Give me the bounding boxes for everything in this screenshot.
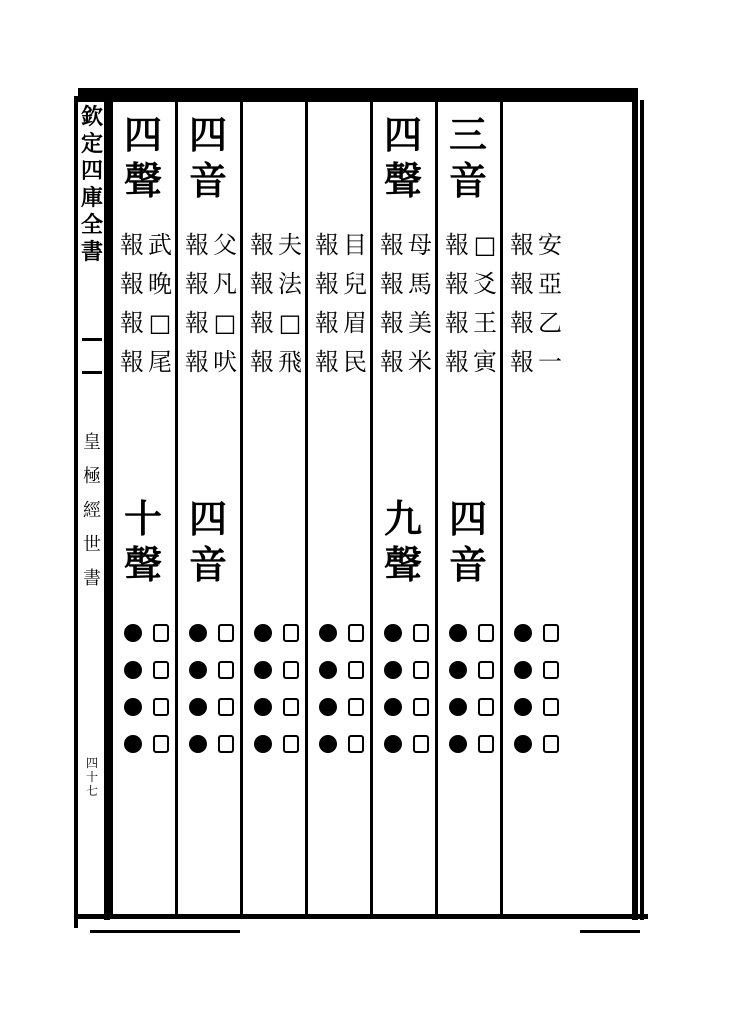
character-cell: 目 — [343, 231, 367, 259]
tone-mark — [213, 614, 239, 651]
empty-square-icon — [283, 698, 299, 716]
character-list — [276, 226, 304, 382]
annotation-list — [248, 226, 276, 382]
annotation-cell: 報 — [315, 270, 339, 298]
character-cell: □ — [473, 231, 497, 259]
table-column — [502, 102, 564, 912]
character-cell: 亞 — [538, 270, 562, 298]
fish-tail-mark — [82, 338, 102, 374]
tone-mark — [278, 725, 304, 762]
tone-mark — [343, 725, 369, 762]
tone-mark — [120, 651, 146, 688]
character-list — [211, 226, 239, 382]
tone-mark-list — [343, 614, 369, 762]
tone-mark-list — [250, 614, 276, 762]
filled-circle-icon — [124, 624, 142, 642]
empty-square-icon — [543, 661, 559, 679]
tone-mark — [473, 688, 499, 725]
tone-mark — [380, 651, 406, 688]
empty-square-icon — [348, 698, 364, 716]
annotation-cell: 報 — [120, 231, 144, 259]
annotation-cell: 報 — [445, 270, 469, 298]
tone-mark-list — [278, 614, 304, 762]
tone-mark — [315, 651, 341, 688]
empty-square-icon — [218, 661, 234, 679]
tone-mark — [148, 651, 174, 688]
empty-square-icon — [153, 661, 169, 679]
character-list — [471, 226, 499, 382]
tone-mark-list — [473, 614, 499, 762]
tone-mark — [473, 651, 499, 688]
filled-circle-icon — [384, 698, 402, 716]
character-cell: 母 — [408, 231, 432, 259]
character-cell: 晚 — [148, 270, 172, 298]
tone-mark — [278, 651, 304, 688]
tone-mark — [148, 725, 174, 762]
empty-square-icon — [153, 624, 169, 642]
tone-mark — [408, 725, 434, 762]
annotation-cell: 報 — [185, 231, 209, 259]
tone-mark — [510, 688, 536, 725]
table-column — [372, 102, 434, 912]
empty-square-icon — [348, 624, 364, 642]
filled-circle-icon — [319, 698, 337, 716]
filled-circle-icon — [254, 735, 272, 753]
margin-page-number: 四十七 — [85, 756, 98, 798]
tone-mark — [120, 725, 146, 762]
filled-circle-icon — [254, 624, 272, 642]
filled-circle-icon — [514, 624, 532, 642]
filled-circle-icon — [319, 624, 337, 642]
tone-mark — [213, 651, 239, 688]
tone-mark — [473, 614, 499, 651]
tone-mark — [185, 651, 211, 688]
tone-mark-list — [148, 614, 174, 762]
annotation-cell: 報 — [120, 309, 144, 337]
annotation-cell: 報 — [380, 309, 404, 337]
empty-square-icon — [413, 624, 429, 642]
empty-square-icon — [348, 735, 364, 753]
empty-square-icon — [283, 735, 299, 753]
tone-mark-list — [120, 614, 146, 762]
annotation-cell: 報 — [445, 231, 469, 259]
table-column — [437, 102, 499, 912]
empty-square-icon — [543, 735, 559, 753]
empty-square-icon — [153, 698, 169, 716]
annotation-cell: 報 — [315, 348, 339, 376]
character-cell: 乙 — [538, 309, 562, 337]
empty-square-icon — [478, 735, 494, 753]
tone-mark — [278, 688, 304, 725]
empty-square-icon — [283, 624, 299, 642]
annotation-cell: 報 — [120, 348, 144, 376]
tone-mark — [315, 614, 341, 651]
table-column — [307, 102, 369, 912]
annotation-cell: 報 — [185, 348, 209, 376]
filled-circle-icon — [189, 624, 207, 642]
tone-mark — [473, 725, 499, 762]
column-heading: 四音 — [188, 112, 227, 203]
tone-mark — [408, 688, 434, 725]
filled-circle-icon — [449, 661, 467, 679]
filled-circle-icon — [384, 624, 402, 642]
scan-artifact — [580, 930, 640, 933]
filled-circle-icon — [254, 698, 272, 716]
tone-mark — [213, 688, 239, 725]
filled-circle-icon — [449, 698, 467, 716]
column-subheading: 十聲 — [123, 496, 162, 587]
tone-mark — [120, 614, 146, 651]
annotation-list — [508, 226, 536, 382]
character-list — [146, 226, 174, 382]
character-cell: 兒 — [343, 270, 367, 298]
filled-circle-icon — [449, 624, 467, 642]
empty-square-icon — [153, 735, 169, 753]
column-subheading: 九聲 — [383, 496, 422, 587]
annotation-list — [378, 226, 406, 382]
filled-circle-icon — [189, 735, 207, 753]
annotation-cell: 報 — [380, 270, 404, 298]
frame-bottom-border — [78, 914, 648, 919]
annotation-cell: 報 — [510, 231, 534, 259]
character-cell: 夫 — [278, 231, 302, 259]
tone-mark — [250, 614, 276, 651]
annotation-cell: 報 — [510, 348, 534, 376]
character-cell: 爻 — [473, 270, 497, 298]
character-list — [406, 226, 434, 382]
character-cell: □ — [278, 309, 302, 337]
annotation-list — [183, 226, 211, 382]
tone-mark — [185, 688, 211, 725]
filled-circle-icon — [384, 735, 402, 753]
annotation-cell: 報 — [250, 270, 274, 298]
character-list — [536, 226, 564, 382]
empty-square-icon — [543, 624, 559, 642]
tone-mark — [343, 651, 369, 688]
empty-square-icon — [218, 624, 234, 642]
column-subheading: 四音 — [188, 496, 227, 587]
character-cell: 民 — [343, 348, 367, 376]
character-cell: 法 — [278, 270, 302, 298]
tone-mark — [538, 725, 564, 762]
column-subheading: 四音 — [448, 496, 487, 587]
empty-square-icon — [413, 698, 429, 716]
annotation-cell: 報 — [250, 348, 274, 376]
tone-mark — [185, 614, 211, 651]
annotation-cell: 報 — [185, 309, 209, 337]
tone-mark — [315, 688, 341, 725]
table-column — [112, 102, 174, 912]
tone-mark-list — [510, 614, 536, 762]
column-heading: 四聲 — [383, 112, 422, 203]
tone-mark-list — [408, 614, 434, 762]
tone-mark — [315, 725, 341, 762]
tone-mark — [538, 688, 564, 725]
table-column — [242, 102, 304, 912]
character-cell: □ — [213, 309, 237, 337]
tone-mark — [538, 614, 564, 651]
tone-mark — [538, 651, 564, 688]
character-cell: 父 — [213, 231, 237, 259]
filled-circle-icon — [319, 661, 337, 679]
scan-artifact — [90, 930, 240, 933]
filled-circle-icon — [384, 661, 402, 679]
annotation-cell: 報 — [380, 231, 404, 259]
annotation-cell: 報 — [250, 309, 274, 337]
character-cell: 眉 — [343, 309, 367, 337]
tone-mark-list — [185, 614, 211, 762]
empty-square-icon — [478, 624, 494, 642]
filled-circle-icon — [124, 661, 142, 679]
tone-mark — [250, 651, 276, 688]
annotation-cell: 報 — [315, 231, 339, 259]
annotation-list — [313, 226, 341, 382]
tone-mark-list — [445, 614, 471, 762]
column-heading: 四聲 — [123, 112, 162, 203]
tone-mark-list — [380, 614, 406, 762]
filled-circle-icon — [449, 735, 467, 753]
tone-mark — [343, 688, 369, 725]
tone-mark — [380, 614, 406, 651]
tone-mark-list — [315, 614, 341, 762]
tone-mark — [120, 688, 146, 725]
tone-mark — [408, 614, 434, 651]
frame-right-border — [632, 96, 638, 920]
tone-mark — [185, 725, 211, 762]
tone-mark — [445, 614, 471, 651]
tone-mark — [445, 688, 471, 725]
table-column — [177, 102, 239, 912]
column-heading: 三音 — [448, 112, 487, 203]
frame-left-outer-border — [74, 96, 78, 928]
filled-circle-icon — [189, 698, 207, 716]
frame-top-border — [78, 88, 638, 102]
empty-square-icon — [413, 661, 429, 679]
annotation-cell: 報 — [510, 270, 534, 298]
tone-mark — [510, 614, 536, 651]
character-cell: 安 — [538, 231, 562, 259]
character-cell: 尾 — [148, 348, 172, 376]
empty-square-icon — [413, 735, 429, 753]
filled-circle-icon — [514, 735, 532, 753]
character-cell: 寅 — [473, 348, 497, 376]
empty-square-icon — [218, 735, 234, 753]
tone-mark — [380, 725, 406, 762]
tone-mark — [148, 614, 174, 651]
filled-circle-icon — [514, 661, 532, 679]
filled-circle-icon — [124, 735, 142, 753]
empty-square-icon — [543, 698, 559, 716]
tone-mark — [445, 651, 471, 688]
tone-mark — [148, 688, 174, 725]
annotation-cell: 報 — [185, 270, 209, 298]
filled-circle-icon — [319, 735, 337, 753]
character-cell: 凡 — [213, 270, 237, 298]
filled-circle-icon — [189, 661, 207, 679]
character-cell: 武 — [148, 231, 172, 259]
tone-mark — [408, 651, 434, 688]
character-cell: □ — [148, 309, 172, 337]
tone-mark — [343, 614, 369, 651]
tone-mark — [510, 651, 536, 688]
frame-right-outer-border — [640, 100, 644, 920]
annotation-cell: 報 — [380, 348, 404, 376]
annotation-list — [118, 226, 146, 382]
tone-mark — [510, 725, 536, 762]
annotation-cell: 報 — [315, 309, 339, 337]
empty-square-icon — [478, 698, 494, 716]
annotation-list — [443, 226, 471, 382]
character-cell: 一 — [538, 348, 562, 376]
character-cell: 馬 — [408, 270, 432, 298]
margin-book-title: 皇極經世書 — [83, 432, 101, 589]
empty-square-icon — [218, 698, 234, 716]
character-cell: 吠 — [213, 348, 237, 376]
tone-mark — [250, 688, 276, 725]
tone-mark — [278, 614, 304, 651]
character-cell: 米 — [408, 348, 432, 376]
empty-square-icon — [478, 661, 494, 679]
annotation-cell: 報 — [120, 270, 144, 298]
character-cell: 王 — [473, 309, 497, 337]
annotation-cell: 報 — [445, 348, 469, 376]
character-cell: 美 — [408, 309, 432, 337]
empty-square-icon — [348, 661, 364, 679]
tone-mark — [445, 725, 471, 762]
empty-square-icon — [283, 661, 299, 679]
filled-circle-icon — [254, 661, 272, 679]
filled-circle-icon — [124, 698, 142, 716]
filled-circle-icon — [514, 698, 532, 716]
annotation-cell: 報 — [250, 231, 274, 259]
margin-collection-title: 欽定四庫全書 — [80, 104, 103, 265]
character-list — [341, 226, 369, 382]
tone-mark-list — [538, 614, 564, 762]
annotation-cell: 報 — [510, 309, 534, 337]
tone-mark-list — [213, 614, 239, 762]
tone-mark — [250, 725, 276, 762]
annotation-cell: 報 — [445, 309, 469, 337]
tone-mark — [213, 725, 239, 762]
tone-mark — [380, 688, 406, 725]
character-cell: 飛 — [278, 348, 302, 376]
